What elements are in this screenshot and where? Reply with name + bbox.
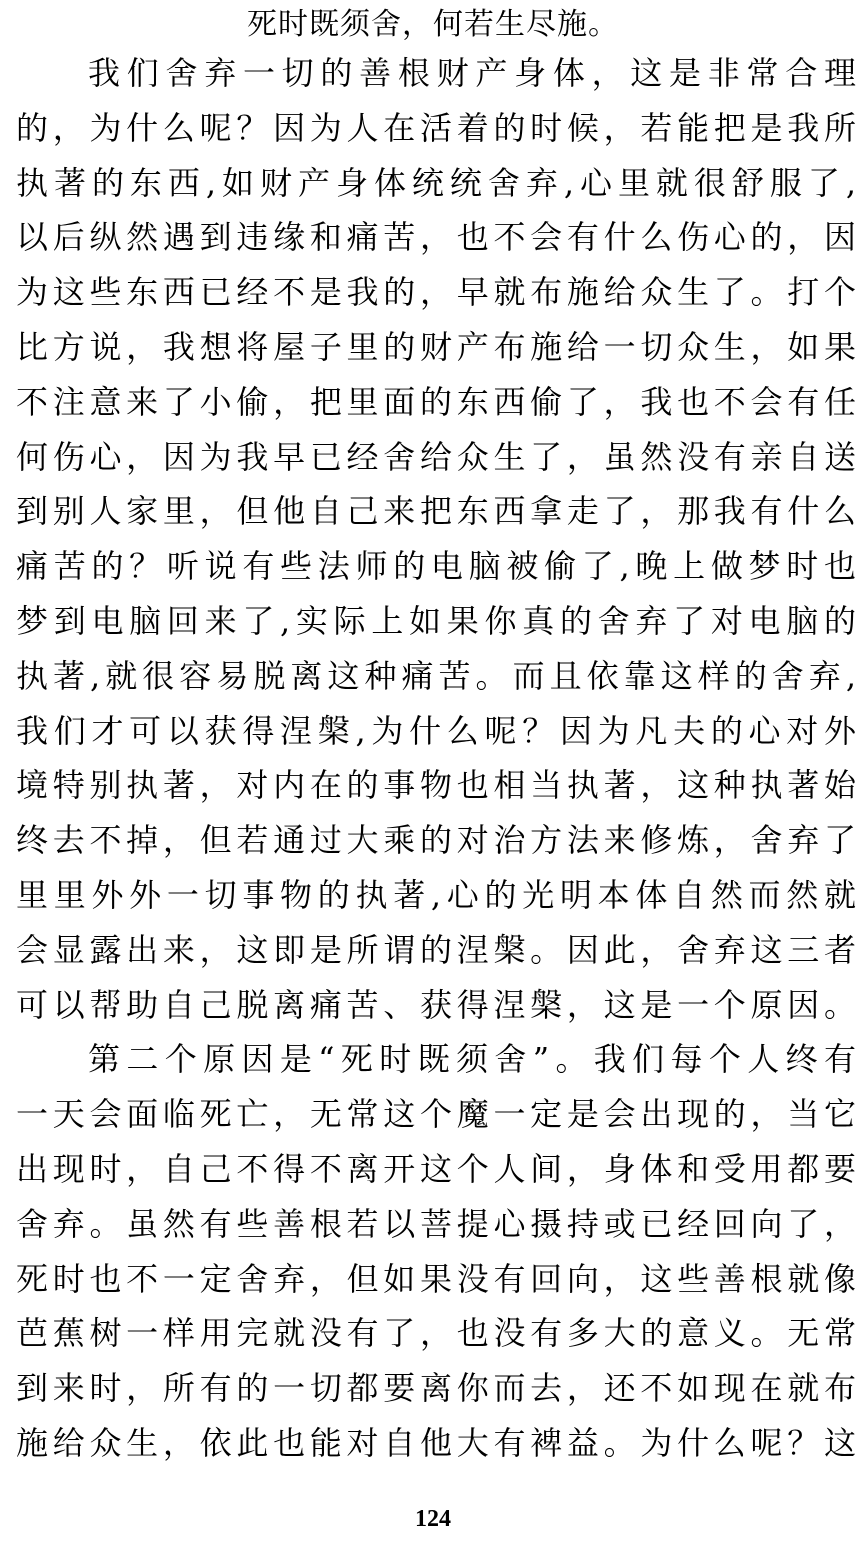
text-line: 我们舍弃一切的善根财产身体，这是非常合理 xyxy=(88,54,856,92)
text-line: 的，为什么呢？因为人在活着的时候，若能把是我所 xyxy=(16,108,856,147)
text-line: 一天会面临死亡，无常这个魔一定是会出现的，当它 xyxy=(16,1095,856,1134)
text-line: 死时也不一定舍弃，但如果没有回向，这些善根就像 xyxy=(16,1259,856,1298)
text-line: 到别人家里，但他自己来把东西拿走了，那我有什么 xyxy=(16,492,856,531)
text-line: 痛苦的？听说有些法师的电脑被偷了,晚上做梦时也 xyxy=(16,547,856,586)
text-line: 执著的东西,如财产身体统统舍弃,心里就很舒服了, xyxy=(16,163,856,202)
page-number: 124 xyxy=(415,1506,451,1532)
text-line: 梦到电脑回来了,实际上如果你真的舍弃了对电脑的 xyxy=(16,601,856,640)
text-line: 执著,就很容易脱离这种痛苦。而且依靠这样的舍弃, xyxy=(16,656,856,695)
text-line: 比方说，我想将屋子里的财产布施给一切众生，如果 xyxy=(16,327,856,366)
text-line: 出现时，自己不得不离开这个人间，身体和受用都要 xyxy=(16,1149,856,1188)
text-line: 里里外外一切事物的执著,心的光明本体自然而然就 xyxy=(16,875,856,914)
section-heading: 死时既须舍，何若生尽施。 xyxy=(247,7,619,42)
text-line: 我们才可以获得涅槃,为什么呢？因为凡夫的心对外 xyxy=(16,711,856,750)
text-line: 会显露出来，这即是所谓的涅槃。因此，舍弃这三者 xyxy=(16,930,856,969)
text-line: 舍弃。虽然有些善根若以菩提心摄持或已经回向了， xyxy=(16,1204,856,1243)
text-line: 为这些东西已经不是我的，早就布施给众生了。打个 xyxy=(16,273,856,312)
text-line: 以后纵然遇到违缘和痛苦，也不会有什么伤心的，因 xyxy=(16,218,856,257)
text-line: 施给众生，依此也能对自他大有裨益。为什么呢？这 xyxy=(16,1423,856,1462)
text-line: 第二个原因是“死时既须舍”。我们每个人终有 xyxy=(88,1040,856,1079)
text-line: 可以帮助自己脱离痛苦、获得涅槃，这是一个原因。 xyxy=(16,985,856,1024)
text-line: 芭蕉树一样用完就没有了，也没有多大的意义。无常 xyxy=(16,1314,856,1353)
text-line: 终去不掉，但若通过大乘的对治方法来修炼，舍弃了 xyxy=(16,821,856,860)
text-line: 何伤心，因为我早已经舍给众生了，虽然没有亲自送 xyxy=(16,437,856,476)
body-text xyxy=(16,46,856,1471)
text-line: 境特别执著，对内在的事物也相当执著，这种执著始 xyxy=(16,766,856,805)
text-line: 不注意来了小偷，把里面的东西偷了，我也不会有任 xyxy=(16,382,856,421)
text-line: 到来时，所有的一切都要离你而去，还不如现在就布 xyxy=(16,1369,856,1408)
